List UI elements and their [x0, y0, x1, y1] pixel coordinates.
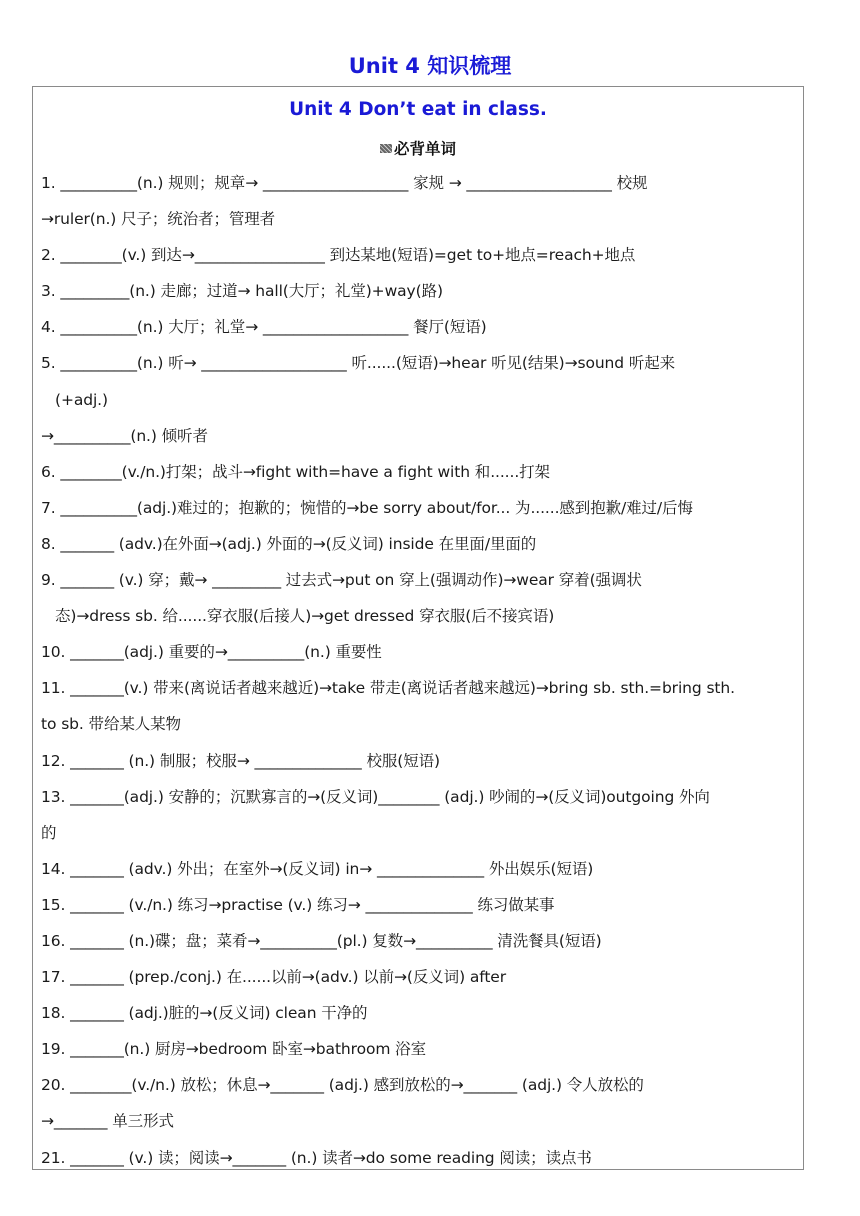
- list-item: 的: [41, 823, 57, 842]
- list-item: 18. _______ (adj.)脏的→(反义词) clean 干净的: [41, 1004, 368, 1023]
- list-item: 4. __________(n.) 大厅；礼堂→ ___________________ 餐厅(短语): [41, 318, 487, 337]
- list-item: 12. _______ (n.) 制服；校服→ ______________ 校服(短语): [41, 751, 440, 770]
- list-item: 7. __________(adj.)难过的；抱歉的；惋惜的→be sorry about/for... 为......感到抱歉/难过/后悔: [41, 498, 693, 517]
- list-item: 8. _______ (adv.)在外面→(adj.) 外面的→(反义词) inside 在里面/里面的: [41, 534, 537, 553]
- unit-heading: Unit 4 Don’t eat in class.: [289, 99, 547, 120]
- list-item: 2. ________(v.) 到达→_________________ 到达某地(短语)=get to+地点=reach+地点: [41, 246, 636, 265]
- section-heading-label: 必背单词: [393, 140, 456, 158]
- list-item: 16. _______ (n.)碟；盘；菜肴→__________(pl.) 复数→__________ 清洗餐具(短语): [41, 931, 602, 950]
- list-item: 6. ________(v./n.)打架；战斗→fight with=have a fight with 和......打架: [41, 462, 550, 481]
- list-item: 19. _______(n.) 厨房→bedroom 卧室→bathroom 浴室: [41, 1040, 426, 1059]
- list-item: 21. _______ (v.) 读；阅读→_______ (n.) 读者→do some reading 阅读；读点书: [41, 1148, 592, 1167]
- vocabulary-list: [41, 169, 799, 1180]
- list-item: 20. ________(v./n.) 放松；休息→_______ (adj.) 感到放松的→_______ (adj.) 令人放松的: [41, 1076, 644, 1095]
- page-title: Unit 4 知识梳理: [348, 54, 512, 78]
- list-item: →_______ 单三形式: [41, 1112, 174, 1131]
- list-item: (+adj.): [55, 390, 108, 409]
- list-item: 14. _______ (adv.) 外出；在室外→(反义词) in→ ______________ 外出娱乐(短语): [41, 859, 594, 878]
- list-item: 态)→dress sb. 给......穿衣服(后接人)→get dressed 穿衣服(后不接宾语): [55, 607, 555, 626]
- content-frame: [32, 86, 804, 1170]
- list-item: 15. _______ (v./n.) 练习→practise (v.) 练习→ ______________ 练习做某事: [41, 895, 555, 914]
- list-item: 11. _______(v.) 带来(离说话者越来越近)→take 带走(离说话者越来越远)→bring sb. sth.=bring sth.: [41, 679, 735, 698]
- list-item: →__________(n.) 倾听者: [41, 426, 208, 445]
- list-item: 9. _______ (v.) 穿；戴→ _________ 过去式→put on 穿上(强调动作)→wear 穿着(强调状: [41, 571, 642, 590]
- list-item: 17. _______ (prep./conj.) 在......以前→(adv.) 以前→(反义词) after: [41, 968, 507, 987]
- list-item: 1. __________(n.) 规则；规章→ ___________________ 家规 → ___________________ 校规: [41, 174, 648, 192]
- list-item: 5. __________(n.) 听→ ___________________ 听......(短语)→hear 听见(结果)→sound 听起来: [41, 354, 676, 373]
- list-item: 13. _______(adj.) 安静的；沉默寡言的→(反义词)________ (adj.) 吵闹的→(反义词)outgoing 外向: [41, 787, 710, 806]
- list-item: →ruler(n.) 尺子；统治者；管理者: [41, 210, 276, 229]
- list-item: to sb. 带给某人某物: [41, 715, 181, 734]
- section-heading: [33, 137, 803, 159]
- list-item: 3. _________(n.) 走廊；过道→ hall(大厅；礼堂)+way(路): [41, 282, 443, 301]
- bullet-decoration-icon: [380, 144, 392, 153]
- list-item: 10. _______(adj.) 重要的→__________(n.) 重要性: [41, 643, 382, 662]
